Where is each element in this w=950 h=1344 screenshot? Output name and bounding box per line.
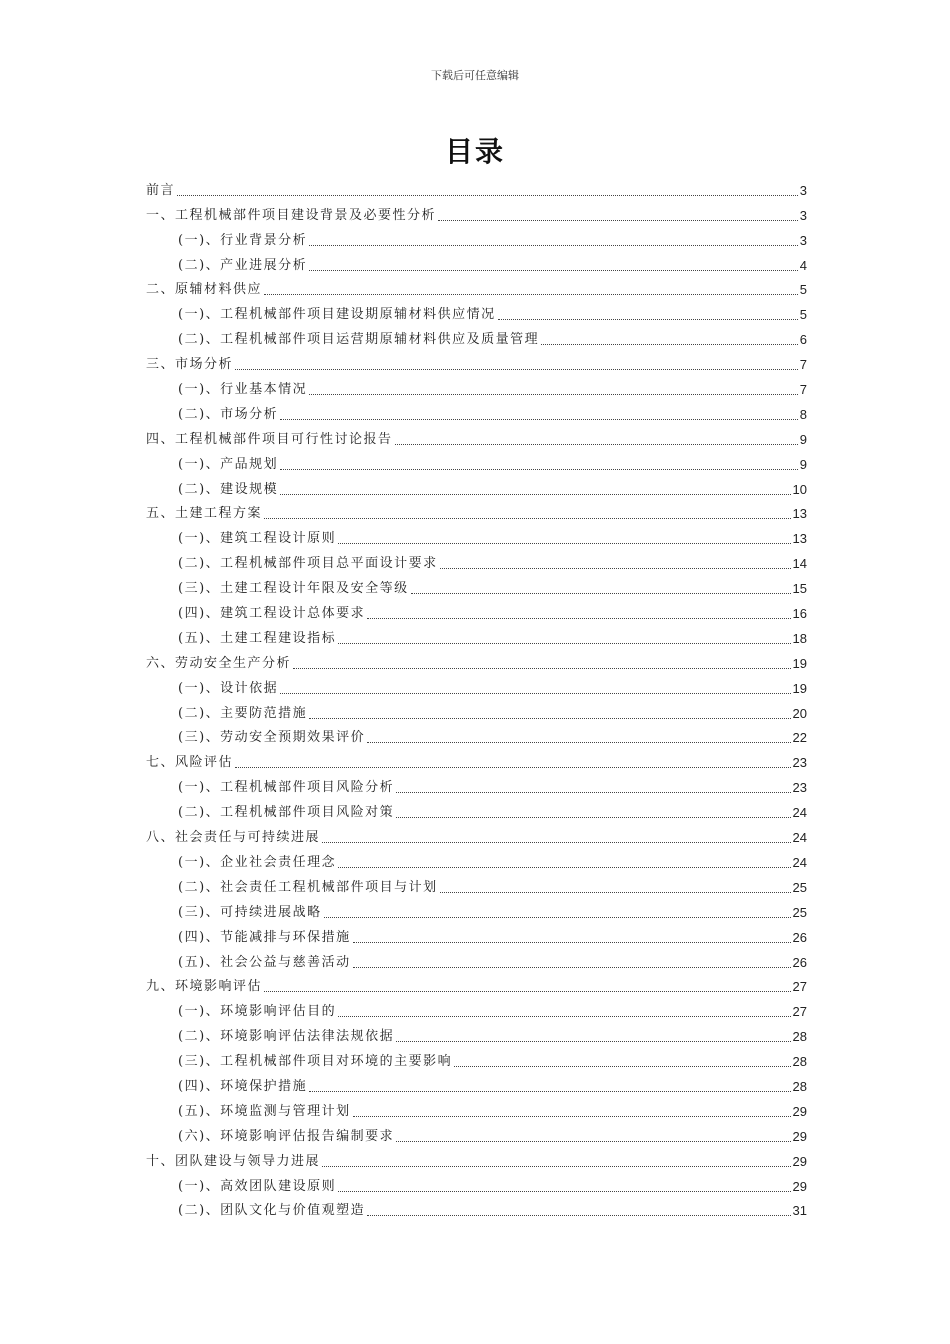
toc-entry-label: 五、土建工程方案: [146, 506, 263, 522]
toc-page-number: 13: [792, 506, 807, 522]
toc-entry-label: (二)、工程机械部件项目运营期原辅材料供应及质量管理: [178, 332, 540, 348]
toc-entry-label: (一)、工程机械部件项目风险分析: [178, 780, 395, 796]
toc-page-number: 23: [792, 780, 807, 796]
dot-leader: [235, 369, 798, 370]
toc-subentry[interactable]: [146, 573, 807, 598]
toc-page-number: 27: [792, 979, 807, 995]
toc-entry[interactable]: [146, 648, 807, 673]
dot-leader: [367, 618, 790, 619]
toc-page-number: 24: [792, 805, 807, 821]
dot-leader: [280, 419, 798, 420]
toc-page-number: 25: [792, 904, 807, 920]
dot-leader: [396, 1041, 790, 1042]
dot-leader: [438, 220, 798, 221]
toc-subentry[interactable]: [146, 797, 807, 822]
toc-page-number: 28: [792, 1078, 807, 1094]
toc-subentry[interactable]: [146, 374, 807, 399]
toc-entry-label: (二)、主要防范措施: [178, 705, 308, 721]
toc-subentry[interactable]: [146, 897, 807, 922]
dot-leader: [324, 917, 791, 918]
toc-entry-label: (四)、建筑工程设计总体要求: [178, 606, 366, 622]
toc-subentry[interactable]: [146, 996, 807, 1021]
toc-subentry[interactable]: [146, 1021, 807, 1046]
toc-subentry[interactable]: [146, 772, 807, 797]
dot-leader: [541, 344, 798, 345]
dot-leader: [454, 1066, 790, 1067]
toc-entry-label: 七、风险评估: [146, 755, 234, 771]
dot-leader: [353, 1116, 791, 1117]
toc-page-number: 8: [799, 406, 807, 422]
toc-entry-label: (二)、产业进展分析: [178, 257, 308, 273]
dot-leader: [264, 294, 798, 295]
toc-entry-label: 前言: [146, 182, 176, 198]
toc-subentry[interactable]: [146, 947, 807, 972]
toc-page-number: 19: [792, 655, 807, 671]
toc-entry-label: (二)、社会责任工程机械部件项目与计划: [178, 879, 438, 895]
dot-leader: [396, 1141, 790, 1142]
toc-entry[interactable]: [146, 747, 807, 772]
dot-leader: [440, 568, 791, 569]
toc-subentry[interactable]: [146, 299, 807, 324]
toc-page-number: 9: [799, 456, 807, 472]
toc-page-number: 26: [792, 954, 807, 970]
toc-entry[interactable]: [146, 972, 807, 997]
dot-leader: [338, 1016, 790, 1017]
toc-page-number: 14: [792, 556, 807, 572]
toc-page-number: 27: [792, 1004, 807, 1020]
toc-entry[interactable]: [146, 1146, 807, 1171]
toc-page-number: 7: [799, 357, 807, 373]
toc-page-number: 29: [792, 1128, 807, 1144]
toc-page-number: 28: [792, 1054, 807, 1070]
toc-entry-label: (一)、产品规划: [178, 456, 279, 472]
toc-subentry[interactable]: [146, 872, 807, 897]
toc-page-number: 3: [799, 182, 807, 198]
toc-page-number: 10: [792, 481, 807, 497]
toc-entry-label: 四、工程机械部件项目可行性讨论报告: [146, 431, 393, 447]
dot-leader: [280, 693, 790, 694]
page-header-note: 下载后可任意编辑: [431, 69, 519, 82]
toc-subentry[interactable]: [146, 225, 807, 250]
toc-entry-label: 六、劳动安全生产分析: [146, 655, 292, 671]
toc-subentry[interactable]: [146, 847, 807, 872]
toc-page-number: 7: [799, 382, 807, 398]
toc-page-number: 26: [792, 929, 807, 945]
toc-page-number: 24: [792, 854, 807, 870]
dot-leader: [280, 469, 798, 470]
toc-subentry[interactable]: [146, 449, 807, 474]
toc-entry-label: (二)、工程机械部件项目总平面设计要求: [178, 556, 438, 572]
dot-leader: [353, 967, 791, 968]
toc-subentry[interactable]: [146, 548, 807, 573]
toc-entry-label: (一)、高效团队建设原则: [178, 1178, 337, 1194]
toc-entry-label: (三)、土建工程设计年限及安全等级: [178, 581, 409, 597]
toc-page-number: 15: [792, 581, 807, 597]
toc-entry-label: (一)、行业基本情况: [178, 382, 308, 398]
toc-entry[interactable]: [146, 200, 807, 225]
toc-entry-label: (二)、工程机械部件项目风险对策: [178, 805, 395, 821]
dot-leader: [309, 245, 798, 246]
toc-page-number: 23: [792, 755, 807, 771]
dot-leader: [293, 668, 791, 669]
dot-leader: [264, 991, 791, 992]
toc-entry-label: (一)、建筑工程设计原则: [178, 531, 337, 547]
toc-entry[interactable]: [146, 499, 807, 524]
toc-subentry[interactable]: [146, 523, 807, 548]
toc-entry-label: (一)、企业社会责任理念: [178, 854, 337, 870]
toc-entry-label: 三、市场分析: [146, 357, 234, 373]
toc-page-number: 3: [799, 207, 807, 223]
toc-page-number: 3: [799, 232, 807, 248]
dot-leader: [367, 742, 790, 743]
dot-leader: [440, 892, 791, 893]
dot-leader: [264, 518, 791, 519]
dot-leader: [322, 842, 791, 843]
toc-page-number: 16: [792, 606, 807, 622]
toc-entry-label: (一)、设计依据: [178, 680, 279, 696]
toc-entry-label: 十、团队建设与领导力进展: [146, 1153, 321, 1169]
toc-entry[interactable]: [146, 822, 807, 847]
dot-leader: [309, 718, 790, 719]
toc-page-number: 4: [799, 257, 807, 273]
toc-entry-label: (四)、节能减排与环保措施: [178, 929, 351, 945]
toc-entry-label: (二)、团队文化与价值观塑造: [178, 1203, 366, 1219]
toc-subentry[interactable]: [146, 1121, 807, 1146]
toc-entry-label: (二)、建设规模: [178, 481, 279, 497]
toc-page-number: 29: [792, 1153, 807, 1169]
toc-entry-label: (六)、环境影响评估报告编制要求: [178, 1128, 395, 1144]
dot-leader: [395, 444, 798, 445]
dot-leader: [235, 767, 791, 768]
toc-page-number: 19: [792, 680, 807, 696]
toc-page-number: 13: [792, 531, 807, 547]
toc-subentry[interactable]: [146, 1196, 807, 1221]
toc-page-number: 29: [792, 1178, 807, 1194]
toc-subentry[interactable]: [146, 922, 807, 947]
toc-subentry[interactable]: [146, 723, 807, 748]
dot-leader: [338, 1191, 790, 1192]
toc-page-number: 5: [799, 307, 807, 323]
toc-entry-label: 一、工程机械部件项目建设背景及必要性分析: [146, 207, 437, 223]
dot-leader: [309, 1091, 790, 1092]
toc-entry-label: (三)、劳动安全预期效果评价: [178, 730, 366, 746]
dot-leader: [177, 195, 798, 196]
toc-entry-label: (一)、工程机械部件项目建设期原辅材料供应情况: [178, 307, 496, 323]
dot-leader: [396, 817, 790, 818]
toc-entry-label: (三)、工程机械部件项目对环境的主要影响: [178, 1054, 453, 1070]
dot-leader: [338, 543, 790, 544]
toc-entry-label: 八、社会责任与可持续进展: [146, 830, 321, 846]
table-of-contents: [146, 175, 807, 1220]
toc-subentry[interactable]: [146, 623, 807, 648]
toc-entry-label: (四)、环境保护措施: [178, 1078, 308, 1094]
toc-subentry[interactable]: [146, 1096, 807, 1121]
toc-entry[interactable]: [146, 424, 807, 449]
toc-subentry[interactable]: [146, 1171, 807, 1196]
toc-entry[interactable]: [146, 349, 807, 374]
dot-leader: [353, 942, 791, 943]
toc-subentry[interactable]: [146, 250, 807, 275]
toc-page-number: 20: [792, 705, 807, 721]
toc-subentry[interactable]: [146, 1071, 807, 1096]
dot-leader: [280, 494, 790, 495]
toc-entry-label: (五)、土建工程建设指标: [178, 630, 337, 646]
toc-title: 目录: [444, 135, 505, 168]
toc-entry-label: (五)、社会公益与慈善活动: [178, 954, 351, 970]
dot-leader: [338, 643, 790, 644]
toc-entry-label: (二)、环境影响评估法律法规依据: [178, 1029, 395, 1045]
toc-entry[interactable]: [146, 275, 807, 300]
dot-leader: [411, 593, 791, 594]
dot-leader: [309, 270, 798, 271]
toc-subentry[interactable]: [146, 673, 807, 698]
toc-entry-label: (三)、可持续进展战略: [178, 904, 322, 920]
toc-entry-label: (二)、市场分析: [178, 406, 279, 422]
dot-leader: [396, 792, 790, 793]
toc-subentry[interactable]: [146, 598, 807, 623]
toc-page-number: 9: [799, 431, 807, 447]
toc-entry[interactable]: [146, 175, 807, 200]
toc-subentry[interactable]: [146, 399, 807, 424]
toc-entry-label: (五)、环境监测与管理计划: [178, 1103, 351, 1119]
toc-subentry[interactable]: [146, 474, 807, 499]
toc-entry-label: 二、原辅材料供应: [146, 282, 263, 298]
toc-page-number: 31: [792, 1203, 807, 1219]
toc-page-number: 29: [792, 1103, 807, 1119]
toc-page-number: 25: [792, 879, 807, 895]
toc-page-number: 18: [792, 630, 807, 646]
toc-page-number: 28: [792, 1029, 807, 1045]
dot-leader: [367, 1215, 790, 1216]
toc-entry-label: (一)、行业背景分析: [178, 232, 308, 248]
toc-entry-label: 九、环境影响评估: [146, 979, 263, 995]
toc-page-number: 6: [799, 332, 807, 348]
toc-page-number: 5: [799, 282, 807, 298]
dot-leader: [322, 1166, 791, 1167]
toc-subentry[interactable]: [146, 698, 807, 723]
dot-leader: [338, 867, 790, 868]
toc-page-number: 22: [792, 730, 807, 746]
toc-subentry[interactable]: [146, 324, 807, 349]
toc-subentry[interactable]: [146, 1046, 807, 1071]
dot-leader: [309, 394, 798, 395]
toc-page-number: 24: [792, 830, 807, 846]
toc-entry-label: (一)、环境影响评估目的: [178, 1004, 337, 1020]
dot-leader: [498, 319, 798, 320]
